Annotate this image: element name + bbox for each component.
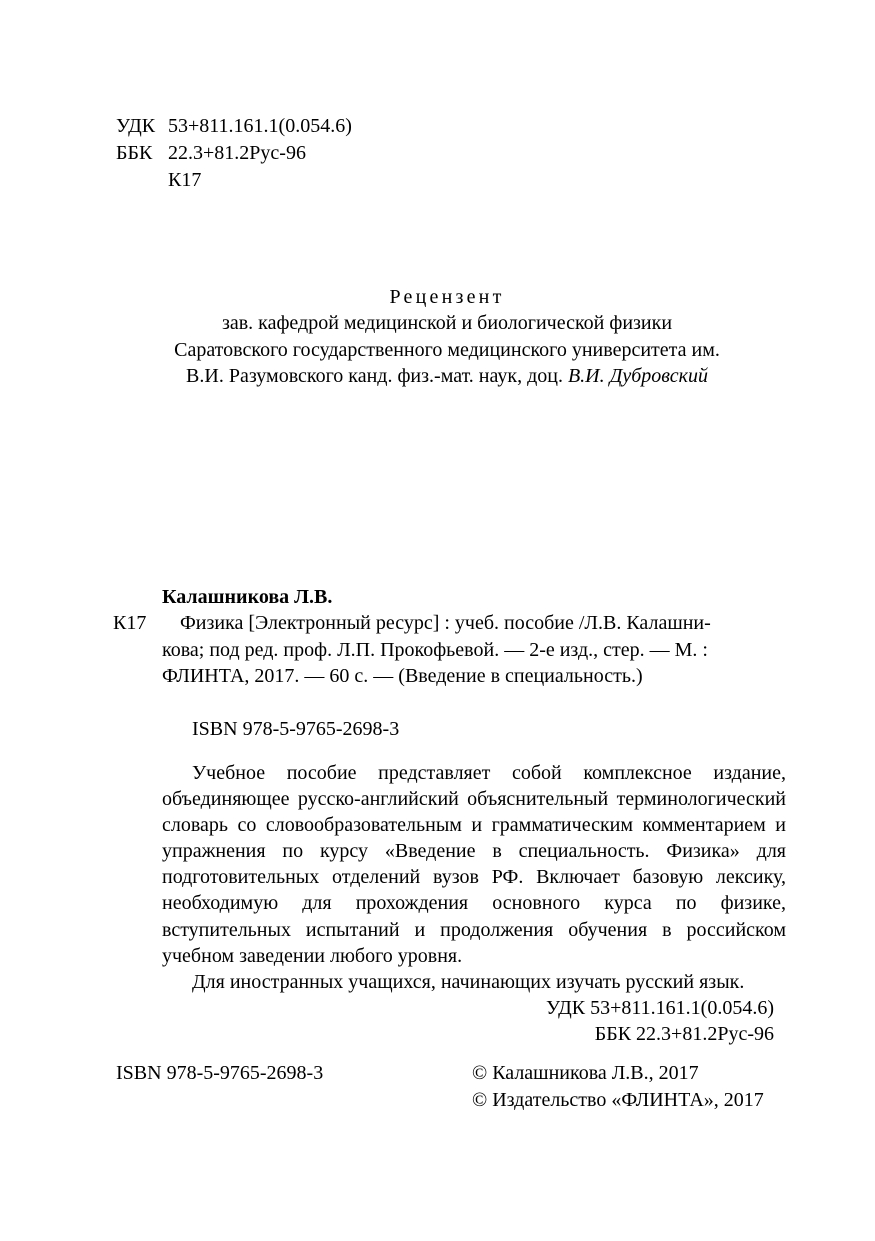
- annotation-bbk: ББК 22.3+81.2Рус-96: [594, 1022, 774, 1045]
- bib-author: Калашникова Л.В.: [162, 586, 333, 608]
- annotation: [162, 760, 786, 1047]
- author-mark-top: К17: [168, 169, 202, 191]
- bbk-line: [116, 143, 306, 163]
- copyright-author: © Калашникова Л.В., 2017: [472, 1062, 699, 1084]
- reviewer-heading: Рецензент: [389, 286, 505, 308]
- bbk-label: ББК: [116, 142, 153, 164]
- bib-line-1: Физика [Электронный ресурс] : учеб. пособие /Л.В. Калашни-: [180, 612, 711, 634]
- annotation-udk: УДК 53+811.161.1(0.054.6): [546, 996, 774, 1019]
- bib-mark: К17: [113, 612, 147, 634]
- reviewer-name: В.И. Дубровский: [567, 365, 708, 387]
- bib-isbn: ISBN 978-5-9765-2698-3: [192, 718, 400, 740]
- footer-isbn: ISBN 978-5-9765-2698-3: [116, 1062, 324, 1084]
- copyright-publisher: © Издательство «ФЛИНТА», 2017: [472, 1089, 764, 1111]
- reviewer-credentials: В.И. Разумовского канд. физ.-мат. наук, доц.: [186, 365, 563, 387]
- bib-line-3: ФЛИНТА, 2017. — 60 с. — (Введение в специальность.): [162, 665, 643, 687]
- annotation-audience: Для иностранных учащихся, начинающих изучать русский язык.: [192, 970, 745, 993]
- reviewer-line-2: Саратовского государственного медицинского университета им.: [174, 339, 720, 361]
- bib-line-2: кова; под ред. проф. Л.П. Прокофьевой. — 2-е изд., стер. — М. :: [162, 639, 708, 661]
- annotation-main: Учебное пособие представляет собой комплексное издание, объединяющее русско-английский объяснительный терминологический словарь со словообразовательным и грамматическим комментарием и упражнения по курсу «Введение в специальность. Физика» для подготовительных отделений вузов РФ. Включает базовую лексику, необходимую для прохождения основного курса по физике, вступительных испытаний и продолжения обучения в российском учебном заведении любого уровня.: [162, 762, 786, 967]
- reviewer-line-3: [100, 366, 794, 386]
- udk-label: УДК: [116, 115, 156, 137]
- udk-line: [116, 116, 352, 136]
- udk-value: 53+811.161.1(0.054.6): [168, 115, 352, 137]
- bbk-value: 22.3+81.2Рус-96: [168, 142, 306, 164]
- reviewer-line-1: зав. кафедрой медицинской и биологической физики: [221, 312, 673, 334]
